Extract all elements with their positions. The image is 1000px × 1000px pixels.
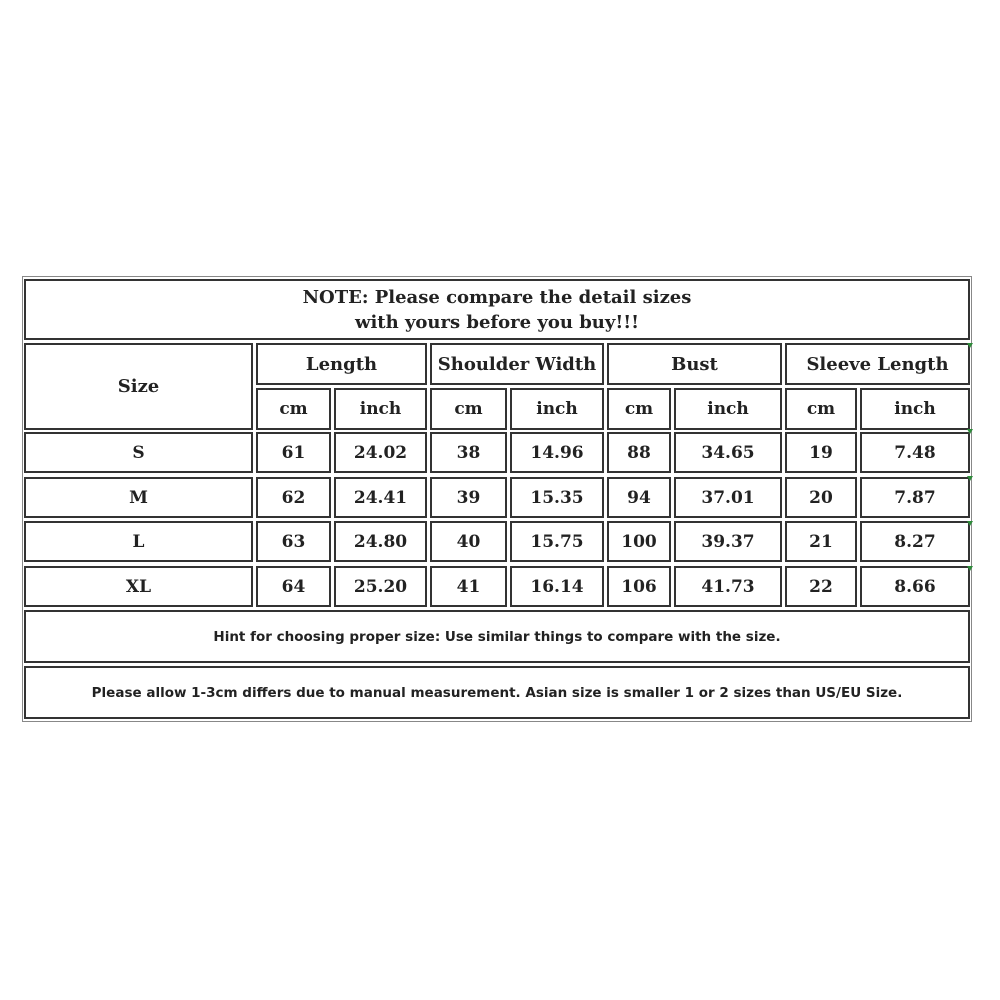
note-line-2: with yours before you buy!!! [354, 311, 640, 333]
table-cell: 41 [430, 566, 507, 607]
table-cell: 61 [256, 432, 331, 473]
table-cell: 37.01 [674, 477, 782, 518]
corner-marker [967, 476, 973, 481]
table-cell: 88 [607, 432, 671, 473]
table-cell: 39 [430, 477, 507, 518]
table-cell: 7.87 [860, 477, 970, 518]
table-cell: 39.37 [674, 521, 782, 562]
length-header: Length [256, 343, 427, 385]
note-line-1: NOTE: Please compare the detail sizes [302, 286, 692, 308]
unit-header-inch: inch [860, 388, 970, 430]
unit-header-inch: inch [334, 388, 427, 430]
table-cell: 8.27 [860, 521, 970, 562]
corner-marker [967, 343, 973, 348]
table-cell: 62 [256, 477, 331, 518]
table-cell: 21 [785, 521, 857, 562]
bust-header: Bust [607, 343, 782, 385]
corner-marker [967, 521, 973, 526]
size-label: L [24, 521, 253, 562]
table-cell: 14.96 [510, 432, 604, 473]
size-chart-table [22, 276, 972, 722]
table-cell: 94 [607, 477, 671, 518]
disclaimer-text: Please allow 1-3cm differs due to manual measurement. Asian size is smaller 1 or 2 sizes than US/EU Size. [24, 666, 970, 719]
table-cell: 64 [256, 566, 331, 607]
table-cell: 15.35 [510, 477, 604, 518]
size-label: XL [24, 566, 253, 607]
shoulder-width-header: Shoulder Width [430, 343, 604, 385]
table-cell: 100 [607, 521, 671, 562]
sleeve-length-header: Sleeve Length [785, 343, 970, 385]
unit-header-inch: inch [510, 388, 604, 430]
table-cell: 7.48 [860, 432, 970, 473]
note-banner [24, 279, 970, 340]
table-cell: 20 [785, 477, 857, 518]
size-label: S [24, 432, 253, 473]
table-cell: 63 [256, 521, 331, 562]
corner-marker [967, 566, 973, 571]
table-cell: 34.65 [674, 432, 782, 473]
table-cell: 25.20 [334, 566, 427, 607]
table-cell: 8.66 [860, 566, 970, 607]
corner-marker [967, 429, 973, 434]
table-cell: 15.75 [510, 521, 604, 562]
table-cell: 106 [607, 566, 671, 607]
table-cell: 16.14 [510, 566, 604, 607]
size-label: M [24, 477, 253, 518]
unit-header-cm: cm [256, 388, 331, 430]
size-column-header: Size [24, 343, 253, 430]
hint-text: Hint for choosing proper size: Use similar things to compare with the size. [24, 610, 970, 663]
table-cell: 41.73 [674, 566, 782, 607]
unit-header-cm: cm [430, 388, 507, 430]
unit-header-cm: cm [607, 388, 671, 430]
table-cell: 24.41 [334, 477, 427, 518]
table-cell: 38 [430, 432, 507, 473]
table-cell: 24.80 [334, 521, 427, 562]
table-cell: 24.02 [334, 432, 427, 473]
table-cell: 19 [785, 432, 857, 473]
unit-header-cm: cm [785, 388, 857, 430]
table-cell: 22 [785, 566, 857, 607]
table-cell: 40 [430, 521, 507, 562]
unit-header-inch: inch [674, 388, 782, 430]
